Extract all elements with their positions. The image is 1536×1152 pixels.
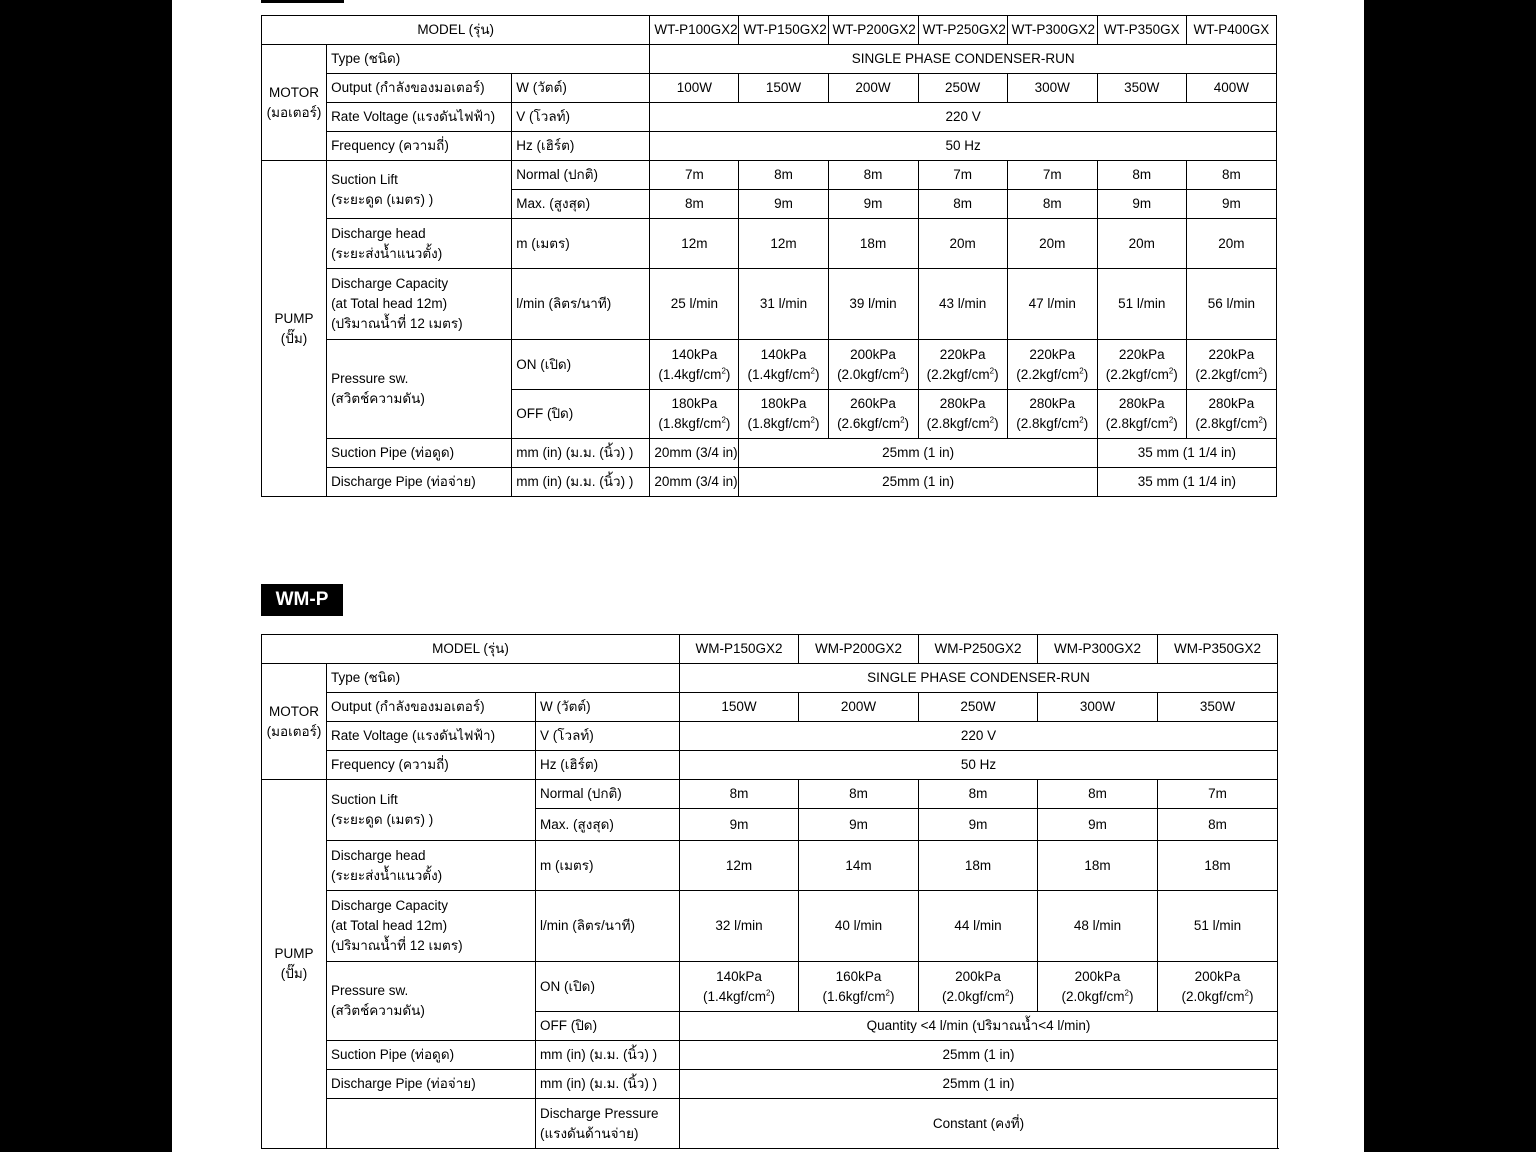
output-value: 300W <box>1038 693 1158 722</box>
pressure-off-value: 280kPa $(2.8kgf/cm^2)$ <box>1186 390 1276 439</box>
type-label: Type (ชนิด) <box>327 664 680 693</box>
pump-group-label: PUMP (ปั๊ม) <box>262 780 327 1149</box>
wm-model-row <box>262 635 1278 664</box>
output-unit: W (วัตต์) <box>512 74 650 103</box>
capacity-value: 51 l/min <box>1158 891 1278 962</box>
pressure-on-value: 220kPa $(2.2kgf/cm^2)$ <box>1097 340 1186 390</box>
capacity-unit: l/min (ลิตร/นาที) <box>512 269 650 340</box>
wt-discharge-pipe-row <box>262 468 1277 497</box>
wt-voltage-row <box>262 103 1277 132</box>
normal-unit: Normal (ปกติ) <box>536 780 680 809</box>
model-name: WT-P250GX2 <box>918 16 1007 45</box>
wt-model-row <box>262 16 1277 45</box>
capacity-value: 25 l/min <box>650 269 739 340</box>
empty-group-cell <box>327 1099 536 1149</box>
motor-group-label: MOTOR (มอเตอร์) <box>262 664 327 780</box>
normal-value: 7m <box>650 161 739 190</box>
model-name: WT-P300GX2 <box>1007 16 1097 45</box>
model-name: WM-P300GX2 <box>1038 635 1158 664</box>
max-unit: Max. (สูงสุด) <box>536 809 680 841</box>
pressure-on-value: 200kPa $(2.0kgf/cm^2)$ <box>919 962 1038 1012</box>
capacity-value: 31 l/min <box>739 269 828 340</box>
discharge-head-label: Discharge head (ระยะส่งน้ำแนวตั้ง) <box>327 841 536 891</box>
pressure-on-value: 220kPa $(2.2kgf/cm^2)$ <box>1186 340 1276 390</box>
discharge-pressure-label: Discharge Pressure (แรงดันด้านจ่าย) <box>536 1099 680 1149</box>
max-value: 9m <box>1038 809 1158 841</box>
capacity-value: 56 l/min <box>1186 269 1276 340</box>
voltage-unit: V (โวลท์) <box>536 722 680 751</box>
wm-type-row <box>262 664 1278 693</box>
frequency-value: 50 Hz <box>650 132 1277 161</box>
suction-pipe-label: Suction Pipe (ท่อดูด) <box>327 439 512 468</box>
head-value: 12m <box>650 219 739 269</box>
max-value: 8m <box>650 190 739 219</box>
normal-value: 7m <box>1158 780 1278 809</box>
frequency-unit: Hz (เฮิร์ต) <box>512 132 650 161</box>
pressure-on-value: 200kPa $(2.0kgf/cm^2)$ <box>828 340 918 390</box>
output-value: 250W <box>919 693 1038 722</box>
normal-value: 8m <box>799 780 919 809</box>
pressure-off-value: 180kPa $(1.8kgf/cm^2)$ <box>650 390 739 439</box>
head-value: 18m <box>1038 841 1158 891</box>
section-title-wm-p: WM-P <box>261 584 343 616</box>
wt-suction-normal-row <box>262 161 1277 190</box>
suction-lift-label: Suction Lift (ระยะดูด (เมตร) ) <box>327 780 536 841</box>
discharge-pipe-label: Discharge Pipe (ท่อจ่าย) <box>327 1070 536 1099</box>
model-name: WM-P200GX2 <box>799 635 919 664</box>
normal-value: 7m <box>918 161 1007 190</box>
head-value: 18m <box>919 841 1038 891</box>
output-value: 350W <box>1097 74 1186 103</box>
max-unit: Max. (สูงสุด) <box>512 190 650 219</box>
head-unit: m (เมตร) <box>536 841 680 891</box>
pipe-unit: mm (in) (ม.ม. (นิ้ว) ) <box>512 468 650 497</box>
model-name: WT-P350GX <box>1097 16 1186 45</box>
pressure-on-value: 140kPa $(1.4kgf/cm^2)$ <box>680 962 799 1012</box>
voltage-value: 220 V <box>650 103 1277 132</box>
max-value: 9m <box>1186 190 1276 219</box>
capacity-value: 51 l/min <box>1097 269 1186 340</box>
capacity-value: 44 l/min <box>919 891 1038 962</box>
model-header: MODEL (รุ่น) <box>262 16 650 45</box>
voltage-label: Rate Voltage (แรงดันไฟฟ้า) <box>327 722 536 751</box>
pipe-value: 35 mm (1 1/4 in) <box>1097 468 1276 497</box>
normal-value: 8m <box>1038 780 1158 809</box>
output-label: Output (กำลังของมอเตอร์) <box>327 693 536 722</box>
max-value: 8m <box>1007 190 1097 219</box>
capacity-value: 43 l/min <box>918 269 1007 340</box>
motor-group-label: MOTOR (มอเตอร์) <box>262 45 327 161</box>
pipe-value: 25mm (1 in) <box>680 1070 1278 1099</box>
pipe-unit: mm (in) (ม.ม. (นิ้ว) ) <box>512 439 650 468</box>
capacity-unit: l/min (ลิตร/นาที) <box>536 891 680 962</box>
wt-head-row <box>262 219 1277 269</box>
head-value: 20m <box>1097 219 1186 269</box>
discharge-capacity-label: Discharge Capacity (at Total head 12m) (ปริมาณน้ำที่ 12 เมตร) <box>327 891 536 962</box>
pressure-on-value: 220kPa $(2.2kgf/cm^2)$ <box>1007 340 1097 390</box>
pipe-value: 20mm (3/4 in) <box>650 439 739 468</box>
max-value: 9m <box>680 809 799 841</box>
wt-pressure-on-row <box>262 340 1277 390</box>
output-value: 200W <box>828 74 918 103</box>
head-unit: m (เมตร) <box>512 219 650 269</box>
on-unit: ON (เปิด) <box>512 340 650 390</box>
capacity-value: 48 l/min <box>1038 891 1158 962</box>
max-value: 8m <box>1158 809 1278 841</box>
document-page <box>172 0 1364 1152</box>
frequency-label: Frequency (ความถี่) <box>327 751 536 780</box>
section-tag-wt-remnant <box>261 0 344 3</box>
frequency-label: Frequency (ความถี่) <box>327 132 512 161</box>
pipe-unit: mm (in) (ม.ม. (นิ้ว) ) <box>536 1041 680 1070</box>
model-name: WT-P200GX2 <box>828 16 918 45</box>
head-value: 12m <box>680 841 799 891</box>
wm-voltage-row <box>262 722 1278 751</box>
normal-value: 8m <box>828 161 918 190</box>
normal-value: 8m <box>1097 161 1186 190</box>
head-value: 18m <box>1158 841 1278 891</box>
pressure-on-value: 220kPa $(2.2kgf/cm^2)$ <box>918 340 1007 390</box>
discharge-capacity-label: Discharge Capacity (at Total head 12m) (ปริมาณน้ำที่ 12 เมตร) <box>327 269 512 340</box>
max-value: 9m <box>739 190 828 219</box>
head-value: 20m <box>1007 219 1097 269</box>
max-value: 9m <box>799 809 919 841</box>
on-unit: ON (เปิด) <box>536 962 680 1012</box>
pressure-off-value: Quantity <4 l/min (ปริมาณน้ำ<4 l/min) <box>680 1012 1278 1041</box>
suction-lift-label: Suction Lift (ระยะดูด (เมตร) ) <box>327 161 512 219</box>
wm-pressure-on-row <box>262 962 1278 1012</box>
wm-frequency-row <box>262 751 1278 780</box>
type-value: SINGLE PHASE CONDENSER-RUN <box>680 664 1278 693</box>
normal-value: 8m <box>739 161 828 190</box>
pipe-value: 20mm (3/4 in) <box>650 468 739 497</box>
frequency-unit: Hz (เฮิร์ต) <box>536 751 680 780</box>
head-value: 18m <box>828 219 918 269</box>
normal-value: 8m <box>919 780 1038 809</box>
head-value: 20m <box>918 219 1007 269</box>
model-name: WT-P400GX <box>1186 16 1276 45</box>
pump-group-label: PUMP (ปั๊ม) <box>262 161 327 497</box>
discharge-head-label: Discharge head (ระยะส่งน้ำแนวตั้ง) <box>327 219 512 269</box>
off-unit: OFF (ปิด) <box>512 390 650 439</box>
wt-output-row <box>262 74 1277 103</box>
capacity-value: 39 l/min <box>828 269 918 340</box>
voltage-value: 220 V <box>680 722 1278 751</box>
wm-suction-pipe-row <box>262 1041 1278 1070</box>
wm-discharge-pressure-row <box>262 1099 1278 1149</box>
wm-output-row <box>262 693 1278 722</box>
output-value: 350W <box>1158 693 1278 722</box>
output-value: 250W <box>918 74 1007 103</box>
off-unit: OFF (ปิด) <box>536 1012 680 1041</box>
wm-discharge-pipe-row <box>262 1070 1278 1099</box>
wm-capacity-row <box>262 891 1278 962</box>
capacity-value: 32 l/min <box>680 891 799 962</box>
pressure-off-value: 280kPa $(2.8kgf/cm^2)$ <box>1097 390 1186 439</box>
output-label: Output (กำลังของมอเตอร์) <box>327 74 512 103</box>
wt-type-row <box>262 45 1277 74</box>
pressure-off-value: 180kPa $(1.8kgf/cm^2)$ <box>739 390 828 439</box>
output-value: 300W <box>1007 74 1097 103</box>
model-name: WM-P250GX2 <box>919 635 1038 664</box>
pressure-off-value: 280kPa $(2.8kgf/cm^2)$ <box>918 390 1007 439</box>
pressure-switch-label: Pressure sw. (สวิตช์ความดัน) <box>327 340 512 439</box>
pipe-unit: mm (in) (ม.ม. (นิ้ว) ) <box>536 1070 680 1099</box>
pipe-value: 25mm (1 in) <box>680 1041 1278 1070</box>
pressure-off-value: 280kPa $(2.8kgf/cm^2)$ <box>1007 390 1097 439</box>
output-value: 400W <box>1186 74 1276 103</box>
capacity-value: 47 l/min <box>1007 269 1097 340</box>
wm-suction-normal-row <box>262 780 1278 809</box>
wm-spec-table <box>261 634 1278 1149</box>
normal-unit: Normal (ปกติ) <box>512 161 650 190</box>
voltage-label: Rate Voltage (แรงดันไฟฟ้า) <box>327 103 512 132</box>
wt-spec-table <box>261 15 1277 497</box>
model-name: WT-P150GX2 <box>739 16 828 45</box>
capacity-value: 40 l/min <box>799 891 919 962</box>
head-value: 12m <box>739 219 828 269</box>
wt-capacity-row <box>262 269 1277 340</box>
output-value: 200W <box>799 693 919 722</box>
wt-suction-pipe-row <box>262 439 1277 468</box>
max-value: 9m <box>1097 190 1186 219</box>
output-value: 100W <box>650 74 739 103</box>
model-header: MODEL (รุ่น) <box>262 635 680 664</box>
discharge-pipe-label: Discharge Pipe (ท่อจ่าย) <box>327 468 512 497</box>
frequency-value: 50 Hz <box>680 751 1278 780</box>
pressure-on-value: 200kPa $(2.0kgf/cm^2)$ <box>1158 962 1278 1012</box>
model-name: WM-P350GX2 <box>1158 635 1278 664</box>
output-value: 150W <box>739 74 828 103</box>
pressure-switch-label: Pressure sw. (สวิตช์ความดัน) <box>327 962 536 1041</box>
model-name: WM-P150GX2 <box>680 635 799 664</box>
wt-frequency-row <box>262 132 1277 161</box>
normal-value: 7m <box>1007 161 1097 190</box>
normal-value: 8m <box>680 780 799 809</box>
head-value: 20m <box>1186 219 1276 269</box>
pressure-on-value: 200kPa $(2.0kgf/cm^2)$ <box>1038 962 1158 1012</box>
normal-value: 8m <box>1186 161 1276 190</box>
discharge-pressure-value: Constant (คงที่) <box>680 1099 1278 1149</box>
max-value: 9m <box>919 809 1038 841</box>
pressure-off-value: 260kPa $(2.6kgf/cm^2)$ <box>828 390 918 439</box>
pipe-value: 25mm (1 in) <box>739 439 1097 468</box>
suction-pipe-label: Suction Pipe (ท่อดูด) <box>327 1041 536 1070</box>
model-name: WT-P100GX2 <box>650 16 739 45</box>
type-label: Type (ชนิด) <box>327 45 650 74</box>
max-value: 8m <box>918 190 1007 219</box>
voltage-unit: V (โวลท์) <box>512 103 650 132</box>
pipe-value: 25mm (1 in) <box>739 468 1097 497</box>
wm-head-row <box>262 841 1278 891</box>
pressure-on-value: 160kPa $(1.6kgf/cm^2)$ <box>799 962 919 1012</box>
head-value: 14m <box>799 841 919 891</box>
output-unit: W (วัตต์) <box>536 693 680 722</box>
max-value: 9m <box>828 190 918 219</box>
pressure-on-value: 140kPa $(1.4kgf/cm^2)$ <box>739 340 828 390</box>
pipe-value: 35 mm (1 1/4 in) <box>1097 439 1276 468</box>
type-value: SINGLE PHASE CONDENSER-RUN <box>650 45 1277 74</box>
output-value: 150W <box>680 693 799 722</box>
pressure-on-value: 140kPa $(1.4kgf/cm^2)$ <box>650 340 739 390</box>
